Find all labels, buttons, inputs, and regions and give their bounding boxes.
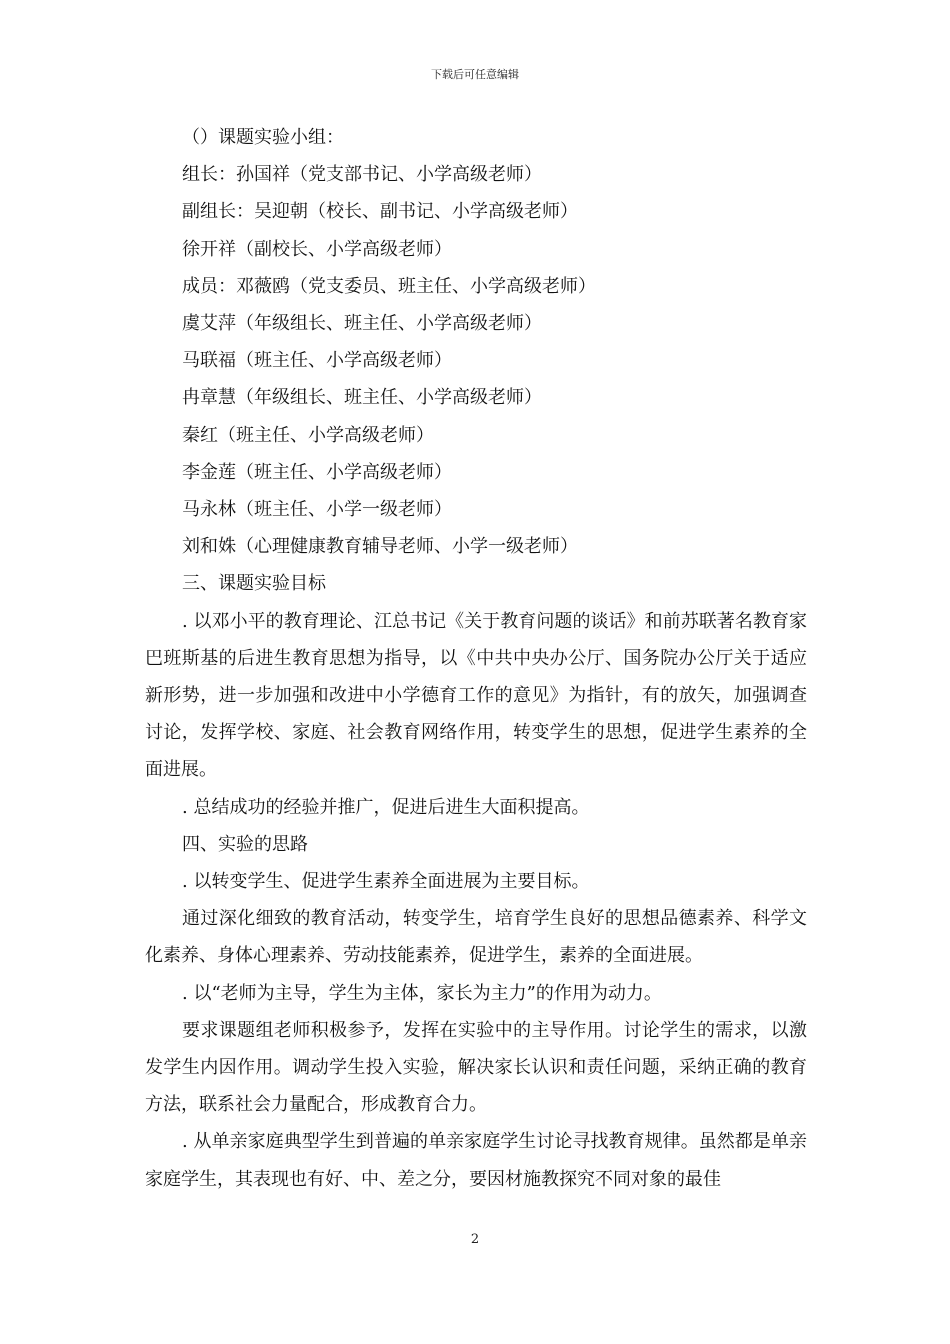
member-line: 李金莲（班主任、小学高级老师） xyxy=(182,461,452,483)
member-line: 成员：邓薇鸥（党支委员、班主任、小学高级老师） xyxy=(182,275,596,297)
member-line: 组长：孙国祥（党支部书记、小学高级老师） xyxy=(182,164,542,186)
section-title-experiment-group: （）课题实验小组： xyxy=(182,127,344,148)
member-line: 虞艾萍（年级组长、班主任、小学高级老师） xyxy=(182,313,542,335)
member-line: 冉章慧（年级组长、班主任、小学高级老师） xyxy=(182,387,542,409)
member-line: 副组长：吴迎朝（校长、副书记、小学高级老师） xyxy=(182,201,578,223)
page-header: 下载后可任意编辑 xyxy=(431,68,519,81)
body-paragraph: 要求课题组老师积极参予，发挥在实验中的主导作用。讨论学生的需求，以激发学生内因作用。调动学生投入实验，解决家长认识和责任问题，采纳正确的教育方法，联系社会力量配合，形成教育合力。 xyxy=(145,1019,807,1116)
page-number: 2 xyxy=(470,1232,480,1247)
body-paragraph: 通过深化细致的教育活动，转变学生，培育学生良好的思想品德素养、科学文化素养、身体心理素养、劳动技能素养，促进学生，素养的全面进展。 xyxy=(145,908,807,967)
member-line: 马联福（班主任、小学高级老师） xyxy=(182,350,452,372)
member-line: 马永林（班主任、小学一级老师） xyxy=(182,499,452,521)
body-paragraph: . 总结成功的经验并推广，促进后进生大面积提高。 xyxy=(182,796,590,818)
body-paragraph: . 以邓小平的教育理论、江总书记《关于教育问题的谈话》和前苏联著名教育家巴班斯基的后进生教育思想为指导，以《中共中央办公厅、国务院办公厅关于适应新形势，进一步加强和改进中小学德育工作的意见》为指针，有的放矢，加强调查讨论，发挥学校、家庭、社会教育网络作用，转变学生的思想，促进学生素养的全面进展。 xyxy=(145,610,807,781)
member-line: 徐开祥（副校长、小学高级老师） xyxy=(182,238,452,260)
body-paragraph: . 以“老师为主导，学生为主体，家长为主力”的作用为动力。 xyxy=(182,982,662,1004)
section-heading-goals: 三、课题实验目标 xyxy=(182,573,326,595)
body-paragraph: . 从单亲家庭典型学生到普遍的单亲家庭学生讨论寻找教育规律。虽然都是单亲家庭学生，其表现也有好、中、差之分，要因材施教探究不同对象的最佳 xyxy=(145,1131,807,1190)
member-line: 刘和姝（心理健康教育辅导老师、小学一级老师） xyxy=(182,536,578,558)
member-line: 秦红（班主任、小学高级老师） xyxy=(182,424,434,446)
body-paragraph: . 以转变学生、促进学生素养全面进展为主要目标。 xyxy=(182,871,590,893)
document-body xyxy=(145,119,807,1198)
section-heading-approach: 四、实验的思路 xyxy=(182,833,308,855)
